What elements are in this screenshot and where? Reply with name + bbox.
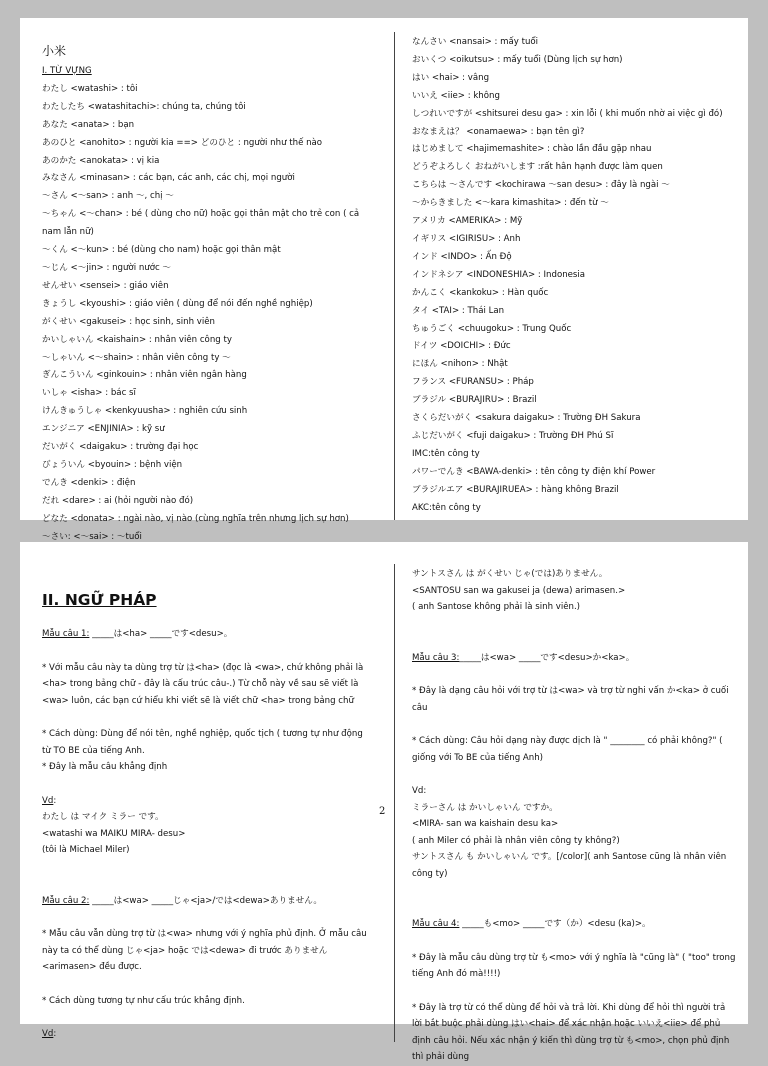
pattern-1-label: Mẫu câu 1:	[42, 629, 90, 639]
pattern-2-example-romaji: <SANTOSU san wa gakusei ja (dewa) arimasen.>	[412, 585, 626, 596]
vocab-entry: ふじだいがく <fuji daigaku> : Trường ĐH Phú Sĩ	[412, 430, 614, 441]
vocab-entry: インド <INDO> : Ấn Độ	[412, 251, 512, 262]
vocab-entry: びょういん <byouin> : bệnh viện	[42, 459, 183, 470]
section-title-vocab: I. TỪ VỰNG	[42, 66, 92, 76]
pattern-2-label: Mẫu câu 2:	[42, 895, 90, 906]
vocab-right-column	[412, 34, 738, 517]
grammar-right-column	[412, 566, 738, 1066]
vocab-entry: せんせい <sensei> : giáo viên	[42, 280, 169, 291]
vocab-entry: きょうし <kyoushi> : giáo viên ( dùng để nói đến nghề nghiệp)	[42, 298, 313, 309]
vocab-entry: いしゃ <isha> : bác sĩ	[42, 388, 136, 399]
pattern-4-explanation: * Đây là mẫu câu dùng trợ từ も<mo> với ý nghĩa là "cũng là" ( "too" trong tiếng Anh đó mà!!!!)	[412, 952, 736, 979]
vocab-entry: あのひと <anohito> : người kia ==> どのひと : người như thế nào	[42, 137, 323, 148]
vocab-entry: ぎんこういん <ginkouin> : nhân viên ngân hàng	[42, 370, 247, 381]
vocab-entry: だいがく <daigaku> : trường đại học	[42, 442, 199, 453]
vocab-entry: さくらだいがく <sakura daigaku> : Trường ĐH Sakura	[412, 413, 641, 424]
pattern-3-example-2: サントスさん も かいしゃいん です。[/color]( anh Santose cũng là nhân viên công ty)	[412, 852, 727, 879]
vocab-entry: ～じん <～jin> : người nước ～	[42, 262, 172, 273]
grammar-left-column	[42, 564, 372, 1043]
pattern-2-usage: * Cách dùng tương tự như cấu trúc khẳng định.	[42, 995, 245, 1006]
vocab-list-left	[42, 81, 378, 547]
vocab-entry: こちらは ～さんです <kochirawa ～san desu> : đây là ngài ～	[412, 180, 670, 191]
pattern-1-note: * Đây là mẫu câu khẳng định	[42, 762, 168, 772]
pattern-1-example-jp: わたし は マイク ミラー です。	[42, 812, 164, 822]
pattern-2-formula: _____は<wa> _____じゃ<ja>/では<dewa>ありません。	[89, 895, 322, 906]
pattern-3-example-romaji: <MIRA- san wa kaishain desu ka>	[412, 819, 559, 829]
grammar-section-title: II. NGỮ PHÁP	[42, 591, 157, 609]
vocab-entry: わたしたち <watashitachi>: chúng ta, chúng tôi	[42, 101, 246, 112]
vocab-entry: しつれいですが <shitsurei desu ga> : xin lỗi ( khi muốn nhờ ai việc gì đó)	[412, 108, 723, 119]
vocab-entry: ～さん <～san> : anh ～, chị ～	[42, 191, 174, 202]
vocab-entry: パワーでんき <BAWA-denki> : tên công ty điện khí Power	[412, 466, 656, 477]
pattern-2-example-translation: ( anh Santose không phải là sinh viên.)	[412, 602, 581, 612]
example-label: Vd:	[42, 795, 57, 806]
vocab-entry: ～ちゃん <～chan> : bé ( dùng cho nữ) hoặc gọi thân mật cho trẻ con ( cả nam lẫn nữ)	[42, 209, 360, 238]
pattern-3-usage: * Cách dùng: Câu hỏi dạng này được dịch là " ________ có phải không?" ( giống với To BE của tiếng Anh)	[412, 736, 723, 763]
pattern-1-explanation: * Với mẫu câu này ta dùng trợ từ は<ha> (đọc là <wa>, chứ không phải là <ha> trong bảng chữ - đây là cấu trúc câu-.) Từ chỗ này về sau sẽ viết là <wa> luôn, các bạn cứ hiểu khi viết sẽ là viết chữ <ha> trong bảng chữ	[42, 662, 364, 706]
vocab-entry: がくせい <gakusei> : học sinh, sinh viên	[42, 316, 215, 327]
vocab-entry: ～しゃいん <～shain> : nhân viên công ty ～	[42, 352, 231, 363]
document-page-2	[20, 542, 748, 1062]
vocab-entry: かいしゃいん <kaishain> : nhân viên công ty	[42, 334, 232, 345]
example-label-3: Vd:	[412, 786, 427, 796]
vocab-entry: だれ <dare> : ai (hỏi người nào đó)	[42, 495, 194, 506]
vocab-entry: ～さい: <～sai> : ～tuổi	[42, 531, 142, 542]
vocab-entry: どうぞよろしく おねがいします :rất hân hạnh được làm quen	[412, 162, 663, 173]
vocab-entry: ブラジル <BURAJIRU> : Brazil	[412, 395, 537, 406]
pattern-1-heading	[42, 626, 372, 643]
column-divider	[394, 32, 395, 520]
page-title-mark: 小米	[42, 44, 67, 58]
vocab-entry: いいえ <iie> : không	[412, 90, 500, 101]
pattern-1-formula: _____は<ha> _____です<desu>。	[89, 629, 233, 639]
vocab-entry: どなた <donata> : ngài nào, vị nào (cùng nghĩa trên nhưng lịch sự hơn)	[42, 513, 349, 524]
vocab-entry: おなまえは？ <onamaewa> : bạn tên gì?	[412, 126, 585, 137]
vocab-entry: おいくつ <oikutsu> : mấy tuổi (Dùng lịch sự hơn)	[412, 54, 623, 65]
pattern-4-heading	[412, 916, 738, 933]
vocab-entry: エンジニア <ENJINIA> : kỹ sư	[42, 424, 165, 435]
vocab-entry: はい <hai> : vâng	[412, 72, 490, 83]
vocab-entry: なんさい <nansai> : mấy tuổi	[412, 37, 539, 47]
example-label-2: Vd:	[42, 1029, 57, 1039]
vocab-left-column	[42, 39, 378, 546]
vocab-entry: AKC:tên công ty	[412, 502, 481, 513]
vocab-entry: ～からきました <～kara kimashita> : đến từ ～	[412, 198, 609, 209]
vocab-entry: はじめまして <hajimemashite> : chào lần đầu gặp nhau	[412, 144, 652, 155]
vocab-entry: でんき <denki> : điện	[42, 477, 136, 488]
pattern-3-explanation: * Đây là dạng câu hỏi với trợ từ は<wa> và trợ từ nghi vấn か<ka> ở cuối câu	[412, 686, 729, 713]
pattern-3-formula: _____は<wa> _____です<desu>か<ka>。	[459, 652, 635, 663]
document-page-1	[20, 18, 748, 542]
vocab-entry: ちゅうごく <chuugoku> : Trung Quốc	[412, 323, 572, 334]
vocab-list-right	[412, 34, 738, 517]
pattern-4-formula: _____も<mo> _____です（か）<desu (ka)>。	[459, 919, 651, 929]
vocab-entry: にほん <nihon> : Nhật	[412, 359, 508, 370]
vocab-entry: タイ <TAI> : Thái Lan	[412, 305, 505, 316]
pattern-4-label: Mẫu câu 4:	[412, 919, 460, 929]
vocab-entry: ブラジルエア <BURAJIRUEA> : hàng không Brazil	[412, 484, 619, 495]
vocab-entry: けんきゅうしゃ <kenkyuusha> : nghiên cứu sinh	[42, 406, 248, 417]
pattern-2-explanation: * Mẫu câu vẫn dùng trợ từ は<wa> nhưng với ý nghĩa phủ định. Ở mẫu câu này ta có thể dùng じゃ<ja> hoặc では<dewa> đi trước ありません<arimasen> đều được.	[42, 929, 367, 972]
vocab-entry: わたし <watashi> : tôi	[42, 83, 138, 94]
page-number: 2	[379, 806, 386, 817]
pattern-3-heading	[412, 650, 738, 667]
vocab-entry: フランス <FURANSU> : Pháp	[412, 377, 534, 388]
vocab-entry: ～くん <～kun> : bé (dùng cho nam) hoặc gọi thân mật	[42, 245, 281, 256]
pattern-2-heading	[42, 893, 372, 910]
column-divider-2	[394, 564, 395, 1042]
vocab-entry: あなた <anata> : bạn	[42, 119, 135, 130]
vocab-entry: インドネシア <INDONESHIA> : Indonesia	[412, 269, 586, 280]
pattern-1-usage: * Cách dùng: Dùng để nói tên, nghề nghiệp, quốc tịch ( tương tự như động từ TO BE của tiếng Anh.	[42, 729, 363, 756]
vocab-entry: ドイツ <DOICHI> : Đức	[412, 341, 511, 352]
pattern-2-example-jp: サントスさん は がくせい じゃ(では)ありません。	[412, 569, 608, 579]
vocab-entry: イギリス <IGIRISU> : Anh	[412, 233, 521, 244]
vocab-entry: かんこく <kankoku> : Hàn quốc	[412, 287, 549, 298]
pattern-3-label: Mẫu câu 3:	[412, 652, 460, 663]
vocab-entry: アメリカ <AMERIKA> : Mỹ	[412, 216, 523, 227]
vocab-entry: あのかた <anokata> : vị kia	[42, 155, 160, 166]
vocab-entry: IMC:tên công ty	[412, 448, 480, 459]
pattern-3-example-jp: ミラーさん は かいしゃいん ですか。	[412, 802, 558, 813]
pattern-4-usage: * Đây là trợ từ có thể dùng để hỏi và trả lời. Khi dùng để hỏi thì người trả lời bắt buộc phải dùng はい<hai> để xác nhận hoặc いいえ<iie> để phủ định câu hỏi. Nếu xác nhận ý kiến thì dùng trợ từ も<mo>, chọn phủ định thì phải dùng	[412, 1002, 730, 1062]
pattern-3-example-translation: ( anh Miler có phải là nhân viên công ty không?)	[412, 835, 620, 846]
pattern-1-example-translation: (tôi là Michael Miler)	[42, 845, 130, 855]
pattern-1-example-romaji: <watashi wa MAIKU MIRA- desu>	[42, 828, 186, 839]
vocab-entry: みなさん <minasan> : các bạn, các anh, các chị, mọi người	[42, 173, 295, 184]
